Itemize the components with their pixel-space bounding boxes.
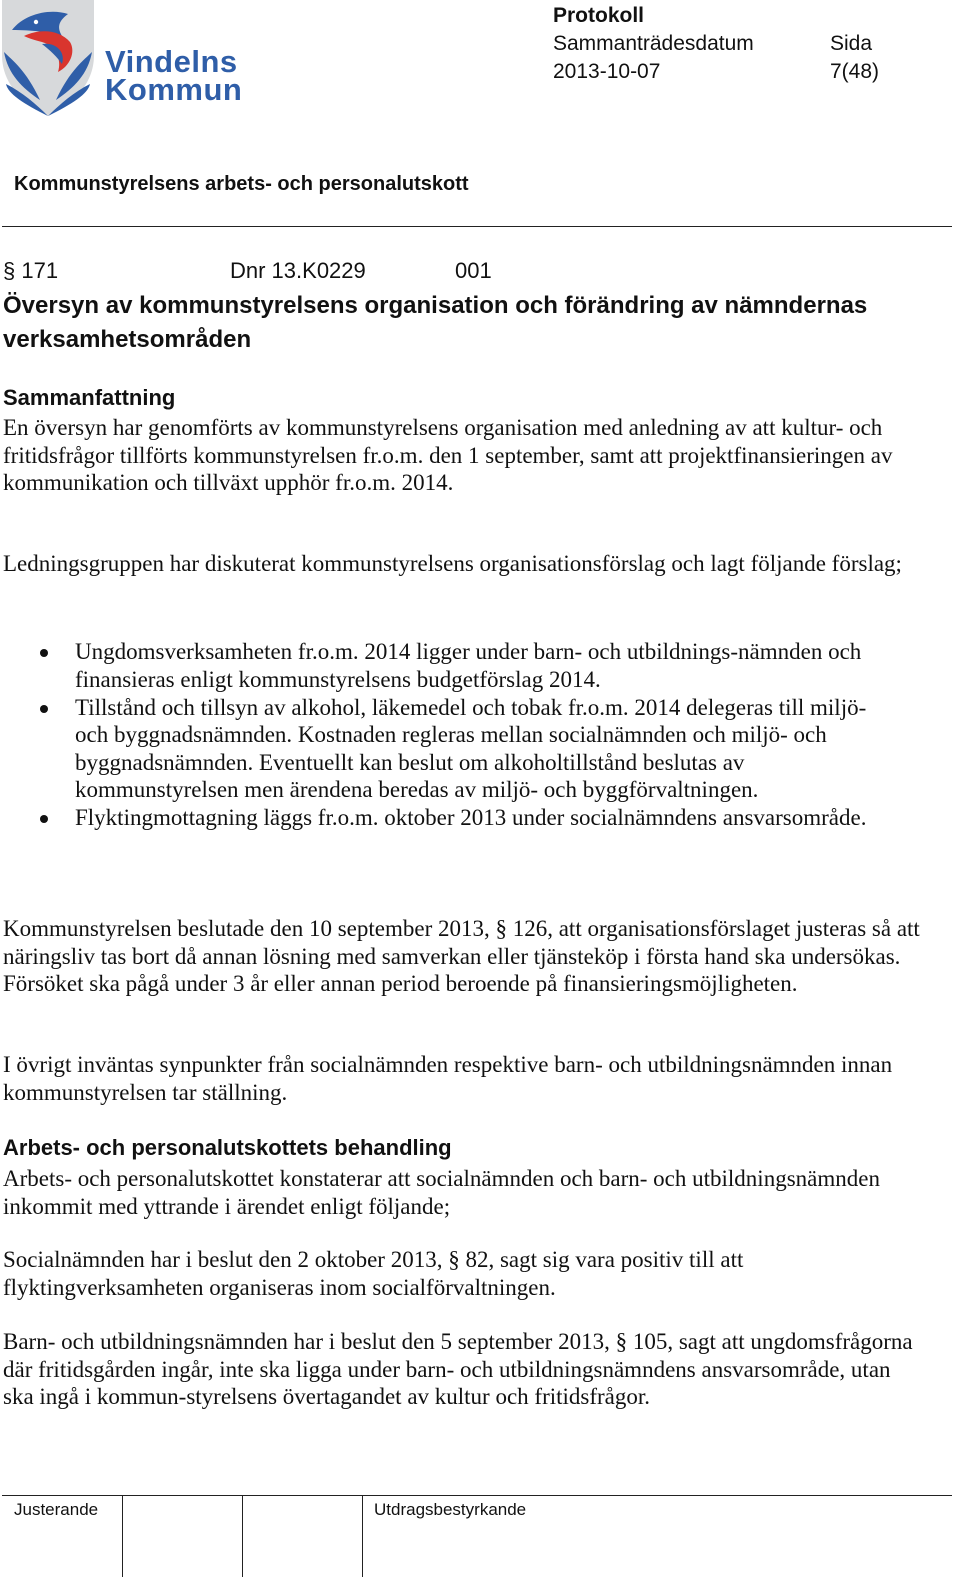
list-item-text: Flyktingmottagning läggs fr.o.m. oktober 2013 under socialnämndens ansvarsområde. <box>75 805 867 830</box>
page-number: 7(48) <box>830 60 880 83</box>
bullet-icon <box>40 649 48 657</box>
handling-heading: Arbets- och personalutskottets behandling <box>3 1135 452 1160</box>
summary-heading: Sammanfattning <box>3 385 176 410</box>
handling-paragraph-3: Barn- och utbildningsnämnden har i beslut den 5 september 2013, § 105, sagt att ungdomsfrågorna där fritidsgården ingår, inte ska ligga under barn- och utbildningsnämndens ansvarsområde, utan ska ingå i kommun-styrelsens övertagandet av kultur och fritidsfrågor. <box>3 1329 913 1409</box>
page-label: Sida <box>830 32 873 55</box>
proposal-list <box>0 638 900 832</box>
paragraph-number: § 171 <box>3 258 59 283</box>
meeting-date-label: Sammanträdesdatum <box>553 32 754 55</box>
summary-paragraph-1: En översyn har genomförts av kommunstyrelsens organisation med anledning av att kultur- och fritidsfrågor tillförts kommunstyrelsen fr.o.m. den 1 september, samt att projektfinansieringen av kommunikation och tillväxt upphör fr.o.m. 2014. <box>3 415 893 495</box>
case-code: 001 <box>455 258 492 283</box>
list-item <box>0 638 900 693</box>
bullet-icon <box>40 815 48 823</box>
summary-paragraph-3: Kommunstyrelsen beslutade den 10 september 2013, § 126, att organisationsförslaget justeras så att näringsliv tas bort då annan lösning med samverkan eller tjänsteköp i första hand ska undersökas. Försöket ska pågå under 3 år eller annan period beroende på finansieringsmöjligheten. <box>3 916 920 996</box>
fish-emblem-icon <box>2 0 102 118</box>
meeting-date: 2013-10-07 <box>553 60 661 83</box>
footer-cell-divider <box>362 1496 363 1577</box>
document-type: Protokoll <box>553 4 645 27</box>
header-divider <box>2 226 952 227</box>
list-item-text: Tillstånd och tillsyn av alkohol, läkemedel och tobak fr.o.m. 2014 delegeras till miljö- och byggnadsnämnden. Kostnaden regleras mellan socialnämnden och miljö- och byggnadsnämnden. Eventuellt kan beslut om alkoholtillstånd beslutas av kommunstyrelsen men ärendena beredas av miljö- och byggförvaltningen. <box>75 694 867 802</box>
list-item <box>0 804 900 832</box>
bullet-icon <box>40 705 48 713</box>
list-item <box>0 694 900 804</box>
footer-cell-divider <box>122 1496 123 1577</box>
handling-paragraph-1: Arbets- och personalutskottet konstaterar att socialnämnden och barn- och utbildningsnämnden inkommit med yttrande i ärendet enligt följande; <box>3 1166 880 1219</box>
list-item-text: Ungdomsverksamheten fr.o.m. 2014 ligger under barn- och utbildnings-nämnden och finansieras enligt kommunstyrelsens budgetförslag 2014. <box>75 639 862 692</box>
municipality-logo <box>2 0 252 118</box>
footer-cell-divider <box>242 1496 243 1577</box>
section-title: Översyn av kommunstyrelsens organisation och förändring av nämndernas verksamhetsområden <box>3 292 868 353</box>
utdragsbestyrkande-label: Utdragsbestyrkande <box>374 1500 527 1519</box>
justerande-label: Justerande <box>14 1500 99 1519</box>
handling-paragraph-2: Socialnämnden har i beslut den 2 oktober 2013, § 82, sagt sig vara positiv till att flyktingverksamheten organiseras inom socialförvaltningen. <box>3 1247 744 1300</box>
committee-name: Kommunstyrelsens arbets- och personalutskott <box>14 173 469 195</box>
signature-footer <box>2 1495 952 1577</box>
logo-text-line2: Kommun <box>105 72 243 107</box>
summary-paragraph-2: Ledningsgruppen har diskuterat kommunstyrelsens organisationsförslag och lagt följande förslag; <box>3 551 902 576</box>
logo-text-line1: Vindelns <box>105 44 238 79</box>
summary-paragraph-4: I övrigt inväntas synpunkter från socialnämnden respektive barn- och utbildningsnämnden innan kommunstyrelsen tar ställning. <box>3 1052 893 1105</box>
case-number: Dnr 13.K0229 <box>230 258 366 283</box>
